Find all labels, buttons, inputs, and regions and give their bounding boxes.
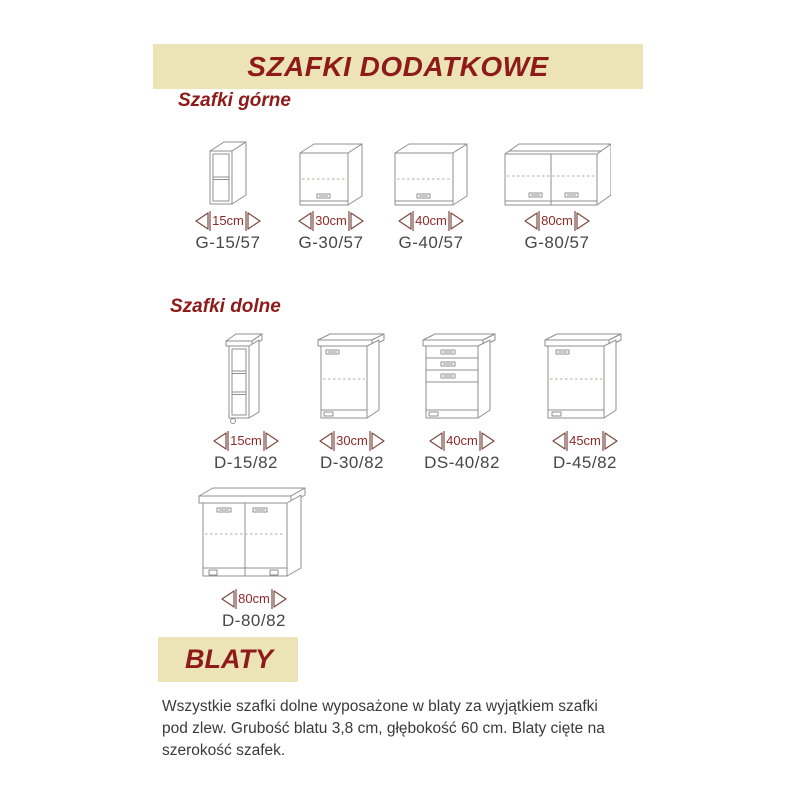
- cabinet-column-g-80-57: [497, 136, 617, 253]
- width-dimension: [194, 211, 262, 231]
- cabinet-column-g-15-57: [168, 136, 288, 253]
- cabinet-code: D-15/82: [214, 453, 278, 472]
- width-dimension: [220, 589, 288, 609]
- dimension-arrow-left-icon: [194, 211, 211, 231]
- cabinet-column-d-45-82: [525, 330, 645, 473]
- description-line: pod zlew. Grubość blatu 3,8 cm, głębokość 60 cm. Blaty cięte na: [162, 720, 605, 737]
- dimension-label: 15cm: [212, 213, 244, 228]
- cabinet-column-ds-40-82: [402, 330, 522, 473]
- width-dimension: [551, 431, 619, 451]
- width-dimension: [397, 211, 465, 231]
- page-title: SZAFKI DODATKOWE: [247, 51, 549, 82]
- width-dimension: [297, 211, 365, 231]
- description-line: Wszystkie szafki dolne wyposażone w blaty za wyjątkiem szafki: [162, 698, 598, 715]
- dimension-label: 80cm: [238, 591, 270, 606]
- dimension-arrow-right-icon: [271, 589, 288, 609]
- cabinet-code: DS-40/82: [424, 453, 500, 472]
- dimension-arrow-left-icon: [551, 431, 568, 451]
- description-line: szerokość szafek.: [162, 742, 286, 759]
- dimension-arrow-right-icon: [479, 431, 496, 451]
- dimension-arrow-left-icon: [297, 211, 314, 231]
- cabinet-drawing-wall-door-40: [392, 136, 470, 208]
- cabinet-column-d-15-82: [186, 330, 306, 473]
- cabinet-code: D-45/82: [553, 453, 617, 472]
- cabinet-code: G-30/57: [298, 233, 364, 252]
- width-dimension: [318, 431, 386, 451]
- dimension-arrow-left-icon: [220, 589, 237, 609]
- cabinet-code: D-30/82: [320, 453, 384, 472]
- width-dimension: [523, 211, 591, 231]
- cabinet-drawing-base-door-30: [317, 330, 387, 428]
- cabinet-drawing-base-double-80: [198, 484, 310, 586]
- cabinet-column-d-30-82: [292, 330, 412, 473]
- cabinet-drawing-base-open-15: [225, 330, 267, 428]
- cabinet-drawing-wall-double-80: [503, 136, 611, 208]
- dimension-arrow-right-icon: [448, 211, 465, 231]
- dimension-arrow-left-icon: [428, 431, 445, 451]
- cabinet-code: G-15/57: [195, 233, 261, 252]
- cabinet-drawing-wall-door-30: [297, 136, 365, 208]
- dimension-arrow-left-icon: [212, 431, 229, 451]
- dimension-arrow-right-icon: [348, 211, 365, 231]
- title-banner: [153, 44, 643, 89]
- dimension-label: 15cm: [230, 433, 262, 448]
- cabinet-drawing-wall-open-15: [205, 136, 251, 208]
- dimension-label: 30cm: [336, 433, 368, 448]
- dimension-arrow-left-icon: [397, 211, 414, 231]
- cabinet-column-g-40-57: [371, 136, 491, 253]
- dimension-label: 80cm: [541, 213, 573, 228]
- dimension-arrow-right-icon: [602, 431, 619, 451]
- dimension-arrow-right-icon: [574, 211, 591, 231]
- dimension-label: 40cm: [446, 433, 478, 448]
- dimension-arrow-left-icon: [523, 211, 540, 231]
- section-heading-lower-cabinets: Szafki dolne: [170, 296, 281, 317]
- cabinet-drawing-base-door-45: [544, 330, 626, 428]
- cabinet-drawing-base-drawers-40: [422, 330, 502, 428]
- cabinet-code: D-80/82: [222, 611, 286, 630]
- cabinet-code: G-40/57: [398, 233, 464, 252]
- cabinet-column-d-80-82: [194, 484, 314, 631]
- cabinet-code: G-80/57: [524, 233, 590, 252]
- dimension-arrow-right-icon: [369, 431, 386, 451]
- dimension-arrow-left-icon: [318, 431, 335, 451]
- dimension-label: 40cm: [415, 213, 447, 228]
- dimension-arrow-right-icon: [245, 211, 262, 231]
- width-dimension: [212, 431, 280, 451]
- width-dimension: [428, 431, 496, 451]
- blaty-heading: BLATY: [185, 644, 273, 674]
- countertop-description: [162, 696, 605, 762]
- section-heading-upper-cabinets: Szafki górne: [178, 90, 291, 111]
- dimension-label: 30cm: [315, 213, 347, 228]
- dimension-label: 45cm: [569, 433, 601, 448]
- dimension-arrow-right-icon: [263, 431, 280, 451]
- blaty-banner: [158, 637, 298, 682]
